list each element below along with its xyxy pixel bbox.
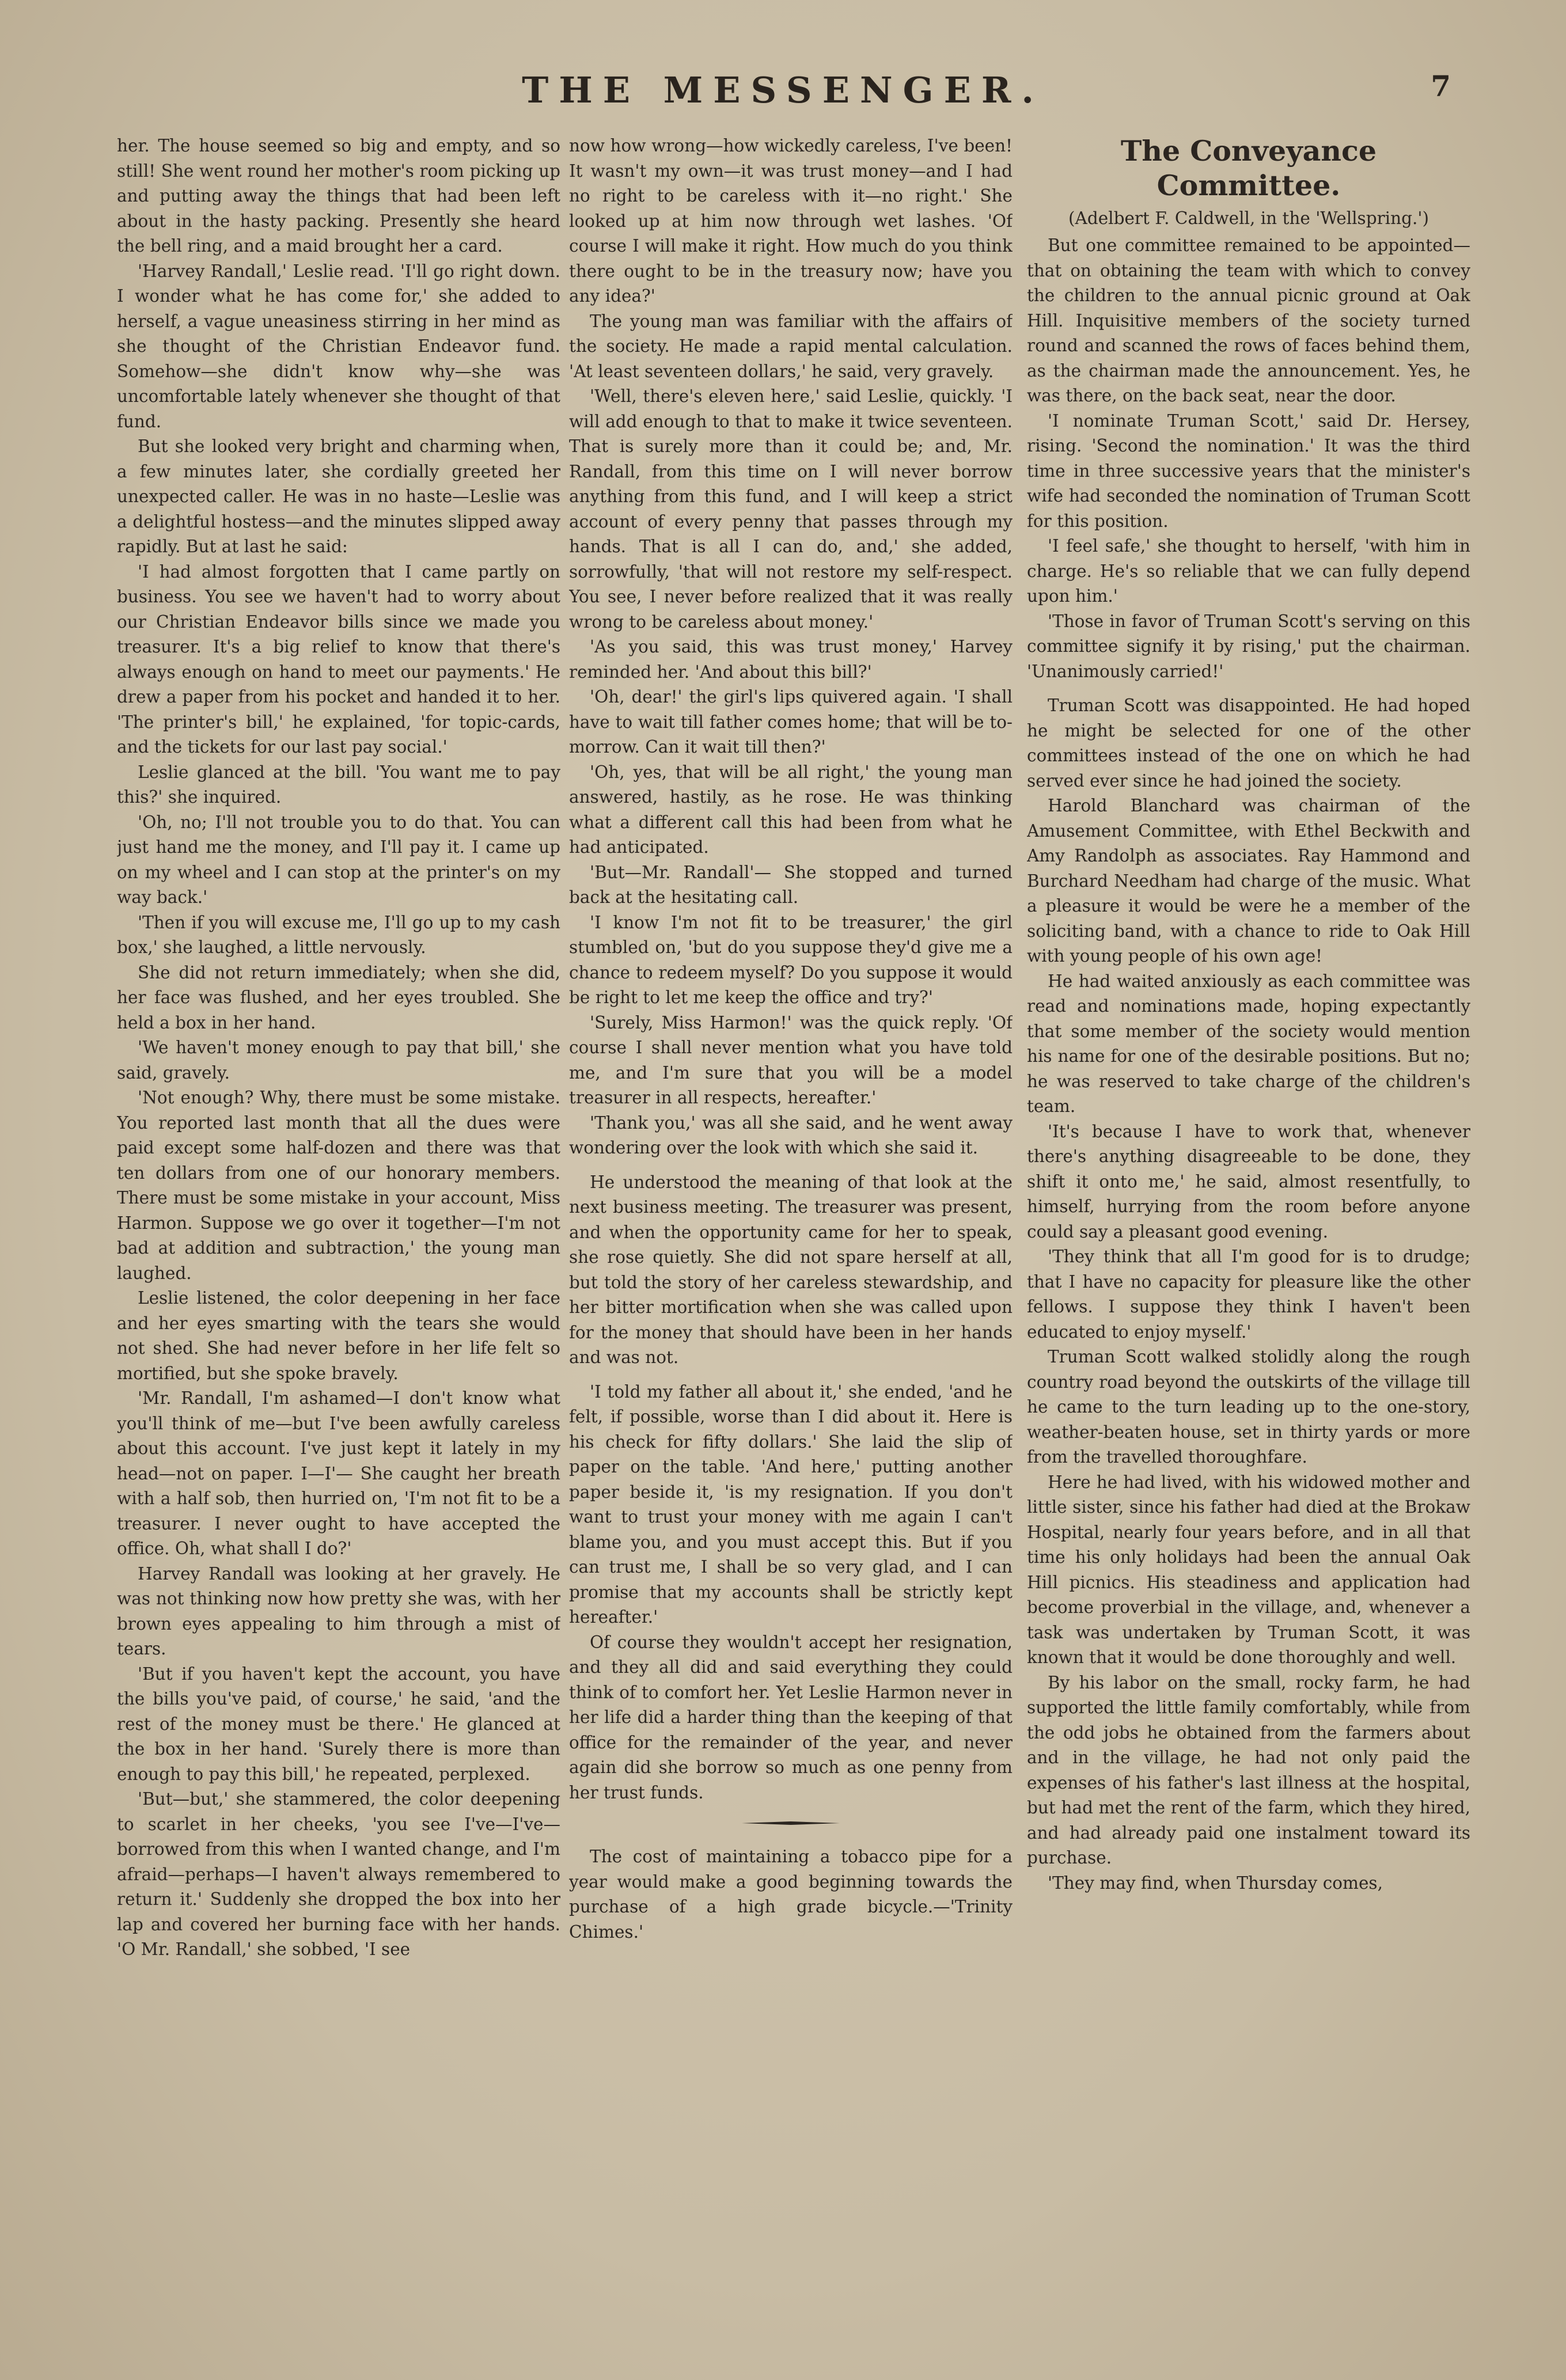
paragraph: By his labor on the small, rocky farm, he had supported the little family comfortably, while from the odd jobs he obtained from the farmers about and in the village, he had not only paid the expenses of his father's last illness at the hospital, but had met the rent of the farm, which they hired, and had already paid one instalment toward its purchase. — [1027, 1672, 1470, 1867]
paragraph: 'Not enough? Why, there must be some mistake. You reported last month that all the dues were paid except some half-dozen and there was that ten dollars from one of our honorary members. There must be some mistake in your account, Miss Harmon. Suppose we go over it together—I'm not bad at addition and subtraction,' the young man laughed. — [117, 1088, 560, 1283]
paragraph: 'Oh, yes, that will be all right,' the young man answered, hastily, as he rose. He was thinking what a different call this had been from what he had anticipated. — [569, 762, 1013, 857]
paragraph: Truman Scott was disappointed. He had hoped he might be selected for one of the other committees instead of the one on which he had served ever since he had joined the society. — [1027, 696, 1470, 791]
paragraph: Harold Blanchard was chairman of the Amusement Committee, with Ethel Beckwith and Amy Randolph as associates. Ray Hammond and Burchard Needham had charge of the music. What a pleasure it would be were he a member of the soliciting band, with a chance to ride to Oak Hill with young people of his own age! — [1027, 796, 1470, 966]
paragraph: But one committee remained to be appointed—that on obtaining the team with which to convey the children to the annual picnic ground at Oak Hill. Inquisitive members of the society turned round and scanned the rows of faces behind them, as the chairman made the announcement. Yes, he was there, on the back seat, near the door. — [1027, 236, 1470, 405]
paragraph: Leslie listened, the color deepening in her face and her eyes smarting with the tears she would not shed. She had never before in her life felt so mortified, but she spoke bravely. — [117, 1288, 560, 1383]
paragraph: 'But if you haven't kept the account, you have the bills you've paid, of course,' he said, 'and the rest of the money must be there.' He glanced at the box in her hand. 'Surely there is more than enough to pay this bill,' he repeated, perplexed. — [117, 1664, 560, 1784]
paragraph: 'I feel safe,' she thought to herself, 'with him in charge. He's so reliable that we can fully depend upon him.' — [1027, 536, 1470, 606]
paragraph: 'Harvey Randall,' Leslie read. 'I'll go right down. I wonder what he has come for,' she added to herself, a vague uneasiness stirring in her mind as she thought of the Christian Endeavor fund. Somehow—she didn't know why—she was uncomfortable lately whenever she thought of that fund. — [117, 261, 560, 431]
article-byline: (Adelbert F. Caldwell, in the 'Wellspring.') — [1068, 208, 1429, 228]
paragraph: 'But—but,' she stammered, the color deepening to scarlet in her cheeks, 'you see I've—I've—borrowed from this when I wanted change, and I'm afraid—perhaps—I haven't always remembered to return it.' Suddenly she dropped the box into her lap and covered her burning face with her hands. 'O Mr. Randall,' she sobbed, 'I see — [117, 1789, 560, 1959]
paragraph: 'Surely, Miss Harmon!' was the quick reply. 'Of course I shall never mention what you have told me, and I'm sure that you will be a model treasurer in all respects, hereafter.' — [569, 1012, 1013, 1107]
column-1 — [117, 134, 560, 2218]
page-number: 7 — [1431, 69, 1451, 103]
paragraph: 'I know I'm not fit to be treasurer,' the girl stumbled on, 'but do you suppose they'd give me a chance to redeem myself? Do you suppose it would be right to let me keep the office and try?' — [569, 912, 1013, 1007]
filler-item: The cost of maintaining a tobacco pipe for a year would make a good beginning towards the purchase of a high grade bicycle.—'Trinity Chimes.' — [569, 1847, 1013, 1942]
paragraph: Of course they wouldn't accept her resignation, and they all did and said everything they could think of to comfort her. Yet Leslie Harmon never in her life did a harder thing than the keeping of that office for the remainder of the year, and never again did she borrow so much as one penny from her trust funds. — [569, 1632, 1013, 1802]
paragraph: Leslie glanced at the bill. 'You want me to pay this?' she inquired. — [117, 762, 560, 807]
masthead-title: THE MESSENGER. — [522, 69, 1044, 111]
paragraph: He had waited anxiously as each committee was read and nominations made, hoping expectantly that some member of the society would mention his name for one of the desirable positions. But no; he was reserved to take charge of the children's team. — [1027, 971, 1470, 1116]
paragraph: now how wrong—how wickedly careless, I've been! It wasn't my own—it was trust money—and I had no right to be careless with it—no right.' She looked up at him now through wet lashes. 'Of course I will make it right. How much do you think there ought to be in the treasury now; have you any idea?' — [569, 136, 1013, 306]
paragraph: 'Thank you,' was all she said, and he went away wondering over the look with which she said it. — [569, 1113, 1013, 1157]
paragraph: He understood the meaning of that look at the next business meeting. The treasurer was present, and when the opportunity came for her to speak, she rose quietly. She did not spare herself at all, but told the story of her careless stewardship, and her bitter mortification when she was called upon for the money that should have been in her hands and was not. — [569, 1172, 1013, 1367]
paragraph: her. The house seemed so big and empty, and so still! She went round her mother's room picking up and putting away the things that had been left about in the hasty packing. Presently she heard the bell ring, and a maid brought her a card. — [117, 136, 560, 256]
paragraph: 'Mr. Randall, I'm ashamed—I don't know what you'll think of me—but I've been awfully careless about this account. I've just kept it lately in my head—not on paper. I—I'— She caught her breath with a half sob, then hurried on, 'I'm not fit to be a treasurer. I never ought to have accepted the office. Oh, what shall I do?' — [117, 1388, 560, 1558]
paragraph: 'Then if you will excuse me, I'll go up to my cash box,' she laughed, a little nervously. — [117, 912, 560, 957]
column-3 — [1027, 134, 1470, 2218]
paragraph: Harvey Randall was looking at her gravely. He was not thinking now how pretty she was, with her brown eyes appealing to him through a mist of tears. — [117, 1563, 560, 1658]
paragraph: 'We haven't money enough to pay that bill,' she said, gravely. — [117, 1038, 560, 1083]
paragraph: 'Well, there's eleven here,' said Leslie, quickly. 'I will add enough to that to make it twice seventeen. That is surely more than it could be; and, Mr. Randall, from this time on I will never borrow anything from this fund, and I will keep a strict account of every penny that passes through my hands. That is all I can do, and,' she added, sorrowfully, 'that will not restore my self-respect. You see, I never before realized that it was really wrong to be careless about money.' — [569, 386, 1013, 632]
column-2 — [569, 134, 1013, 2218]
paragraph: 'It's because I have to work that, whenever there's anything disagreeable to be done, they shift it onto me,' he said, almost resentfully, to himself, hurrying from the room before anyone could say a pleasant good evening. — [1027, 1121, 1470, 1242]
paragraph: The young man was familiar with the affairs of the society. He made a rapid mental calculation. 'At least seventeen dollars,' he said, very gravely. — [569, 311, 1013, 381]
paragraph: 'They think that all I'm good for is to drudge; that I have no capacity for pleasure like the other fellows. I suppose they think I haven't been educated to enjoy myself.' — [1027, 1247, 1470, 1342]
paragraph: 'I told my father all about it,' she ended, 'and he felt, if possible, worse than I did about it. Here is his check for fifty dollars.' She laid the slip of paper on the table. 'And here,' putting another paper beside it, 'is my resignation. If you don't want to trust your money with me again I can't blame you, and you must accept this. But if you can trust me, I shall be so very glad, and I can promise that my accounts shall be strictly kept hereafter.' — [569, 1381, 1013, 1627]
paragraph: But she looked very bright and charming when, a few minutes later, she cordially greeted her unexpected caller. He was in no haste—Leslie was a delightful hostess—and the minutes slipped away rapidly. But at last he said: — [117, 436, 560, 556]
paragraph: 'Oh, dear!' the girl's lips quivered again. 'I shall have to wait till father comes home; that will be to-morrow. Can it wait till then?' — [569, 687, 1013, 757]
paragraph: 'Oh, no; I'll not trouble you to do that. You can just hand me the money, and I'll pay it. I came up on my wheel and I can stop at the printer's on my way back.' — [117, 812, 560, 907]
paragraph: Here he had lived, with his widowed mother and little sister, since his father had died at the Brokaw Hospital, nearly four years before, and in all that time his only holidays had been the annual Oak Hill picnics. His steadiness and application had become proverbial in the village, and, whenever a task was undertaken by Truman Scott, it was known that it would be done thoroughly and well. — [1027, 1472, 1470, 1667]
paragraph: 'Those in favor of Truman Scott's serving on this committee signify it by rising,' put the chairman. 'Unanimously carried!' — [1027, 611, 1470, 681]
paragraph: She did not return immediately; when she did, her face was flushed, and her eyes troubled. She held a box in her hand. — [117, 962, 560, 1033]
paragraph: 'They may find, when Thursday comes, — [1048, 1873, 1383, 1893]
paragraph: Truman Scott walked stolidly along the rough country road beyond the outskirts of the village till he came to the turn leading up to the one-story, weather-beaten house, set in thirty yards or more from the travelled thoroughfare. — [1027, 1347, 1470, 1467]
paragraph: 'I had almost forgotten that I came partly on business. You see we haven't had to worry about our Christian Endeavor bills since we made you treasurer. It's a big relief to know that there's always enough on hand to meet our payments.' He drew a paper from his pocket and handed it to her. 'The printer's bill,' he explained, 'for topic-cards, and the tickets for our last pay social.' — [117, 561, 560, 757]
paragraph: 'But—Mr. Randall'— She stopped and turned back at the hesitating call. — [569, 862, 1013, 907]
paragraph: 'As you said, this was trust money,' Harvey reminded her. 'And about this bill?' — [569, 637, 1013, 682]
paragraph: 'I nominate Truman Scott,' said Dr. Hersey, rising. 'Second the nomination.' It was the third time in three successive years that the minister's wife had seconded the nomination of Truman Scott for this position. — [1027, 411, 1470, 531]
divider-ornament — [569, 1821, 1013, 1825]
article-headline: The Conveyance Committee. — [1120, 134, 1377, 202]
